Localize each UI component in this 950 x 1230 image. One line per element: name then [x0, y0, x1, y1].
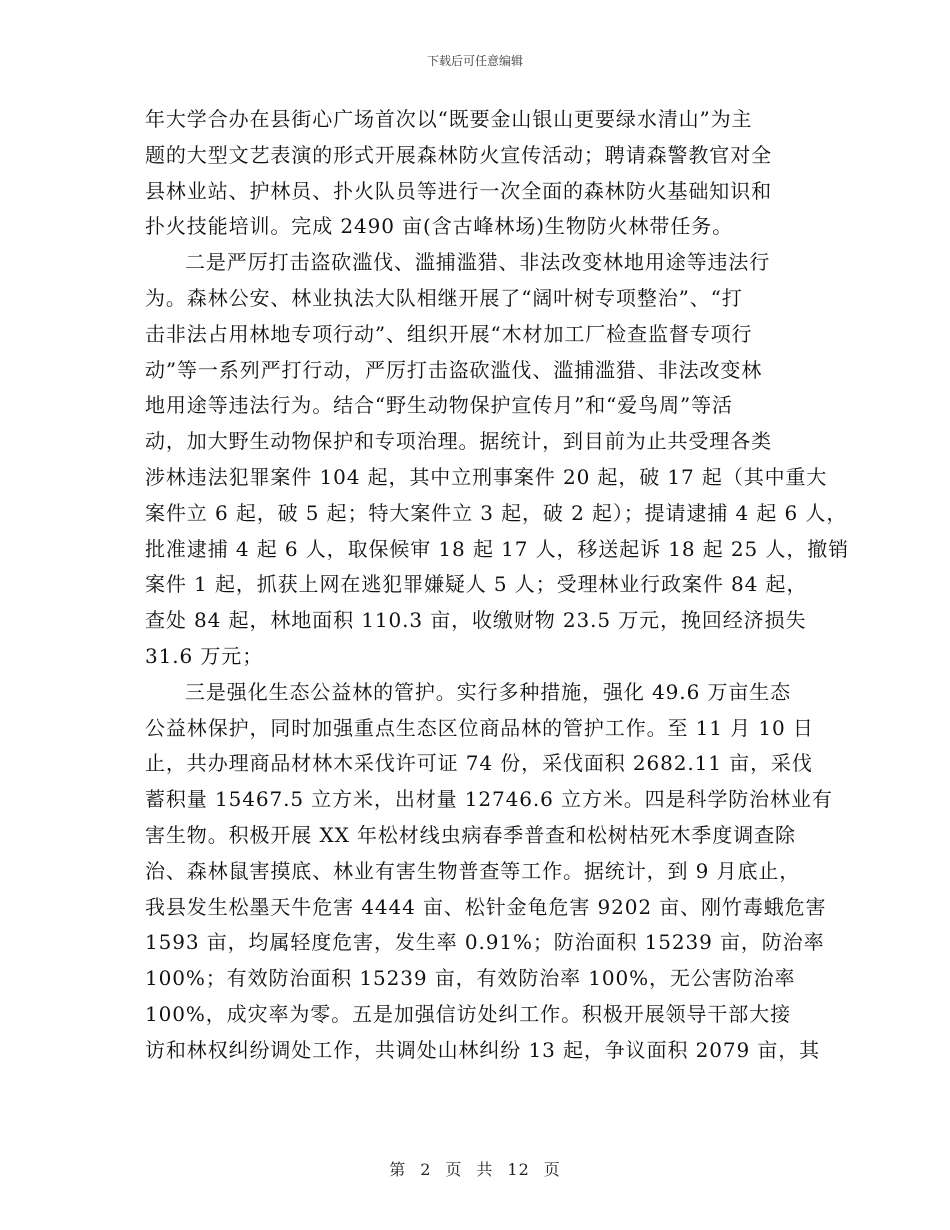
body-line: 击非法占用林地专项行动”、组织开展“木材加工厂检查监督专项行 [145, 321, 753, 346]
body-line: 蓄积量 15467.5 立方米，出材量 12746.6 立方米。四是科学防治林业有 [145, 787, 833, 812]
body-line: 县林业站、护林员、扑火队员等进行一次全面的森林防火基础知识和 [145, 178, 772, 203]
body-line: 查处 84 起，林地面积 110.3 亩，收缴财物 23.5 万元，挽回经济损失 [145, 608, 807, 633]
footer-page-word: 页 [445, 1160, 463, 1179]
body-line: 100%；有效防治面积 15239 亩，有效防治率 100%，无公害防治率 [145, 966, 796, 991]
document-body [145, 102, 850, 1069]
page-header: 下载后可任意编辑 [426, 54, 523, 68]
body-line: 止，共办理商品材林木采伐许可证 74 份，采伐面积 2682.11 亩，采伐 [145, 751, 813, 776]
body-line: 访和林权纠纷调处工作，共调处山林纠纷 13 起，争议面积 2079 亩，其 [145, 1037, 821, 1062]
body-line: 我县发生松墨天牛危害 4444 亩、松针金龟危害 9202 亩、刚竹毒蛾危害 [145, 894, 827, 919]
footer-page-number: 2 [420, 1160, 432, 1179]
body-line: 题的大型文艺表演的形式开展森林防火宣传活动；聘请森警教官对全 [145, 142, 772, 167]
body-line: 动，加大野生动物保护和专项治理。据统计，到目前为止共受理各类 [145, 429, 772, 454]
paragraph-first-line: 二是严厉打击盗砍滥伐、滥捕滥猎、非法改变林地用途等违法行 [185, 250, 771, 275]
body-line: 涉林违法犯罪案件 104 起，其中立刑事案件 20 起，破 17 起（其中重大 [145, 464, 828, 489]
body-line: 31.6 万元； [145, 643, 264, 668]
footer-suffix: 页 [543, 1160, 561, 1179]
page-footer [0, 1157, 950, 1180]
footer-of: 共 [476, 1160, 494, 1179]
paragraph-first-line: 三是强化生态公益林的管护。实行多种措施，强化 49.6 万亩生态 [185, 679, 792, 704]
body-line: 动”等一系列严打行动，严厉打击盗砍滥伐、滥捕滥猎、非法改变林 [145, 357, 763, 382]
body-line: 案件立 6 起，破 5 起；特大案件立 3 起，破 2 起）；提请逮捕 4 起 6 人， [145, 500, 848, 525]
body-line: 扑火技能培训。完成 2490 亩(含古峰林场)生物防火林带任务。 [145, 214, 734, 239]
body-line: 治、森林鼠害摸底、林业有害生物普查等工作。据统计，到 9 月底止， [145, 858, 801, 883]
body-line: 100%，成灾率为零。五是加强信访处纠工作。积极开展领导干部大接 [145, 1001, 791, 1026]
footer-total-pages: 12 [507, 1160, 530, 1179]
body-line: 案件 1 起，抓获上网在逃犯罪嫌疑人 5 人；受理林业行政案件 84 起， [145, 572, 808, 597]
body-line: 批准逮捕 4 起 6 人，取保候审 18 起 17 人，移送起诉 18 起 25 人，撤销 [145, 536, 850, 561]
body-line: 年大学合办在县街心广场首次以“既要金山银山更要绿水清山”为主 [145, 107, 753, 131]
body-line: 地用途等违法行为。结合“野生动物保护宣传月”和“爱鸟周”等活 [145, 393, 733, 418]
body-line: 害生物。积极开展 XX 年松材线虫病春季普查和松树枯死木季度调查除 [145, 822, 796, 847]
footer-prefix: 第 [389, 1160, 407, 1179]
body-line: 公益林保护，同时加强重点生态区位商品林的管护工作。至 11 月 10 日 [145, 715, 814, 740]
body-line: 1593 亩，均属轻度危害，发生率 0.91%；防治面积 15239 亩，防治率 [145, 930, 825, 955]
body-line: 为。森林公安、林业执法大队相继开展了“阔叶树专项整治”、“打 [145, 285, 743, 310]
